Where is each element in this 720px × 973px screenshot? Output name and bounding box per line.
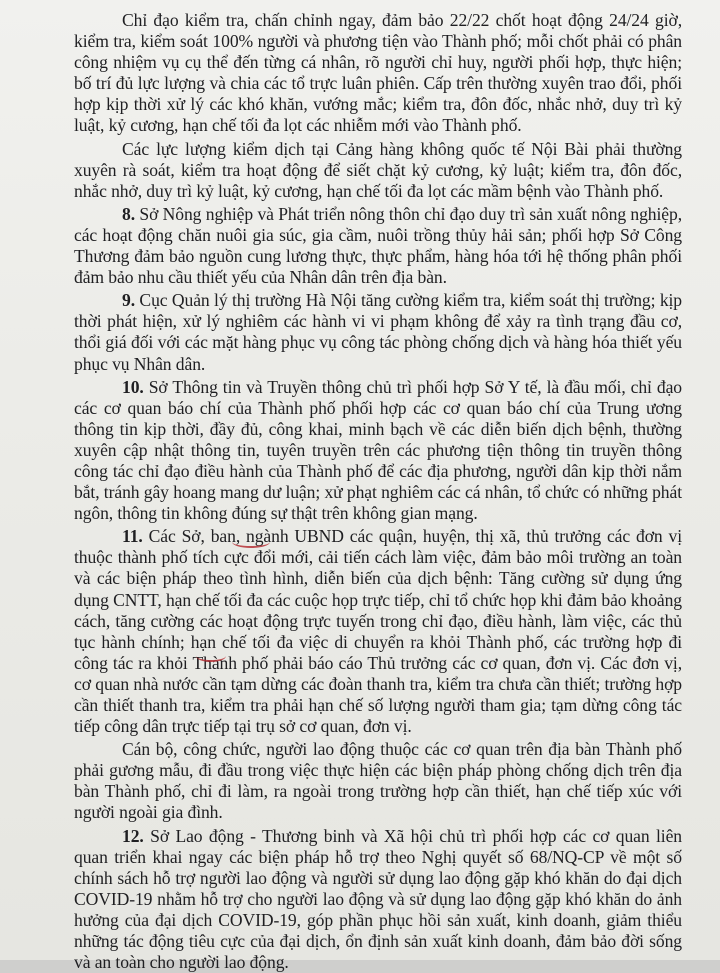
item-number: 8. [122,203,135,224]
item-number: 11. [122,526,143,547]
paragraph-noi-bai-airport: Các lực lượng kiểm dịch tại Cảng hàng không quốc tế Nội Bài phải thường xuyên rà soát, kiểm tra hoạt động để siết chặt kỷ cương, kỷ luật; kiểm tra, đôn đốc, nhắc nhở, duy trì kỷ luật, kỷ cương, hạn chế tối đa lọt các mầm bệnh vào Thành phố. [74,138,682,201]
item-number: 9. [122,290,135,311]
paragraph-item-9: 9. Cục Quản lý thị trường Hà Nội tăng cường kiểm tra, kiểm soát thị trường; kịp thời phát hiện, xử lý nghiêm các hành vi vi phạm không để xảy ra tình trạng đầu cơ, thổi giá đối với các mặt hàng phục vụ công tác phòng chống dịch và hàng hóa thiết yếu phục vụ Nhân dân. [74,290,682,374]
paragraph-item-12: 12. Sở Lao động - Thương binh và Xã hội chủ trì phối hợp các cơ quan liên quan triển khai ngay các biện pháp hỗ trợ theo Nghị quyết số 68/NQ-CP về một số chính sách hỗ trợ người lao động và người sử dụng lao động gặp khó khăn do đại dịch COVID-19 nhằm hỗ trợ cho người lao động và sử dụng lao động gặp khó khăn do ảnh hưởng của đại dịch COVID-19, góp phần phục hồi sản xuất, kinh doanh, giảm thiểu những tác động tiêu cực của đại dịch, ổn định sản xuất kinh doanh, đảm bảo đời sống và an toàn cho người lao động. [74,825,682,973]
paragraph-item-8: 8. Sở Nông nghiệp và Phát triển nông thôn chỉ đạo duy trì sản xuất nông nghiệp, các hoạt động chăn nuôi gia súc, gia cầm, nuôi trồng thủy hải sản; phối hợp Sở Công Thương đảm bảo nguồn cung lương thực, thực phẩm, hàng hóa tới hệ thống phân phối đảm bảo nhu cầu thiết yếu của Nhân dân trên địa bàn. [74,203,682,288]
red-ink-underline-mark [196,650,226,662]
item-number: 10. [122,376,144,397]
paragraph-item-11: 11. Các Sở, ban, ngành UBND các quận, huyện, thị xã, thủ trưởng các đơn vị thuộc thành phố tích cực đổi mới, cải tiến cách làm việc, đảm bảo môi trường an toàn và các biện pháp theo tình hình, diễn biến của dịch bệnh: Tăng cường sử dụng ứng dụng CNTT, hạn chế tối đa các cuộc họp trực tiếp, chỉ tổ chức họp khi đảm bảo khoảng cách, tăng cường các hoạt động trực tuyến trong chỉ đạo, điều hành, làm việc, các thủ tục hành chính; hạn chế tối đa việc di chuyển ra khỏi Thành phố, các trường hợp đi công tác ra khỏi Thành phố phải báo cáo Thủ trưởng các cơ quan, đơn vị. Các đơn vị, cơ quan nhà nước cần tạm dừng các đoàn thanh tra, kiểm tra chưa cần thiết; trường hợp cần thiết thanh tra, kiểm tra phải hạn chế số lượng người tham gia; tạm dừng công tác tiếp công dân trực tiếp tại trụ sở cơ quan, đơn vị. [74,526,682,737]
item-number: 12. [122,825,144,846]
paragraph-checkpoints: Chỉ đạo kiểm tra, chấn chỉnh ngay, đảm bảo 22/22 chốt hoạt động 24/24 giờ, kiểm tra, kiểm soát 100% người và phương tiện vào Thành phố; mỗi chốt phải có phân công nhiệm vụ cụ thể đến từng cá nhân, rõ người chỉ huy, người phối hợp, thực hiện; bố trí đủ lực lượng và chia các tổ trực luân phiên. Cấp trên thường xuyên trao đổi, phối hợp kịp thời xử lý các khó khăn, vướng mắc; kiểm tra, đôn đốc, nhắc nhở, duy trì kỷ luật, kỷ cương, hạn chế tối đa lọt các nhiễm mới vào Thành phố. [74,10,682,136]
paragraph-item-10: 10. Sở Thông tin và Truyền thông chủ trì phối hợp Sở Y tế, là đầu mối, chỉ đạo các cơ quan báo chí của Thành phố phối hợp các cơ quan báo chí của Trung ương thông tin kịp thời, đầy đủ, công khai, minh bạch về các diễn biến dịch bệnh, thường xuyên cập nhật thông tin, tuyên truyền trên các phương tiện thông tin truyền thông công tác chỉ đạo điều hành của Thành phố để các địa phương, người dân kịp thời nắm bắt, tránh gây hoang mang dư luận; xử phạt nghiêm các cá nhân, tổ chức có những phát ngôn, thông tin không đúng sự thật trên không gian mạng. [74,376,682,524]
paragraph-officials: Cán bộ, công chức, người lao động thuộc các cơ quan trên địa bàn Thành phố phải gương mẫu, đi đầu trong việc thực hiện các biện pháp phòng chống dịch trên địa bàn Thành phố, chỉ đi làm, ra ngoài trong trường hợp cần thiết, hạn chế tiếp xúc với người ngoài gia đình. [74,739,682,823]
red-ink-underline-mark [232,536,270,548]
